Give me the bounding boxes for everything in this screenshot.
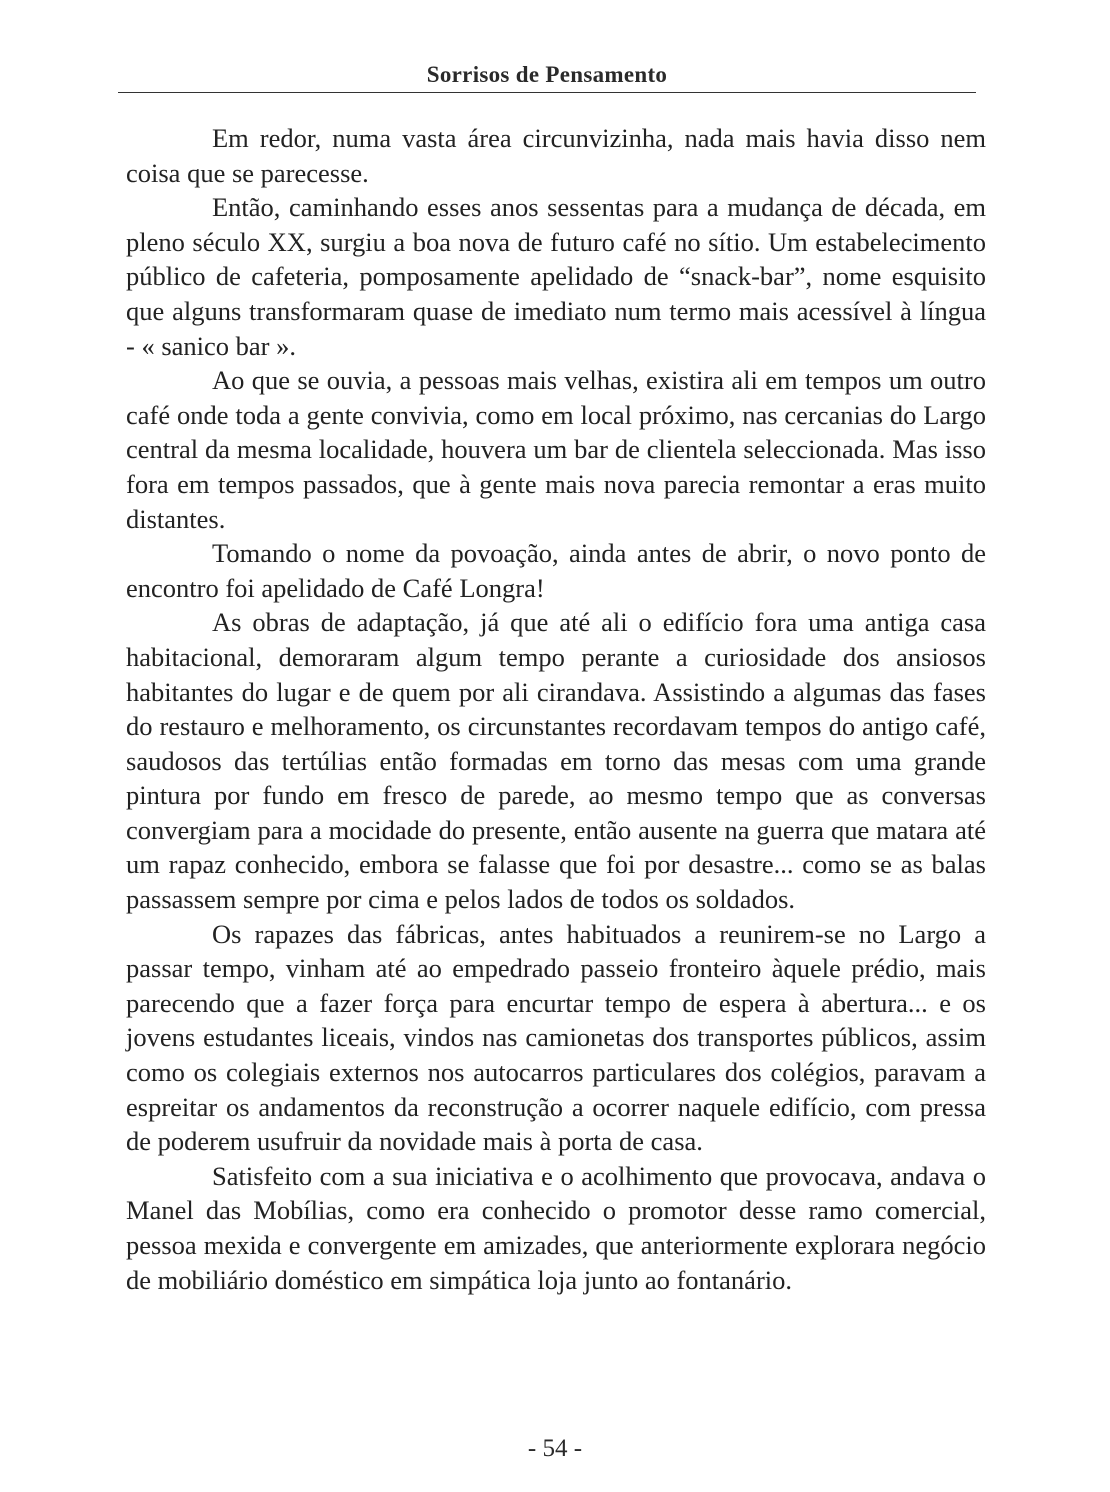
paragraph: Tomando o nome da povoação, ainda antes de abrir, o novo ponto de encontro foi apelidado de Café Longra! [126, 538, 986, 603]
paragraph: Em redor, numa vasta área circunvizinha, nada mais havia disso nem coisa que se parecesse. [126, 123, 986, 188]
paragraph: Ao que se ouvia, a pessoas mais velhas, existira ali em tempos um outro café onde toda a gente convivia, como em local próximo, nas cercanias do Largo central da mesma localidade, houvera um bar de clientela seleccionada. Mas isso fora em tempos passados, que à gente mais nova parecia remontar a eras muito distantes. [126, 365, 986, 534]
body-text [126, 121, 986, 1297]
page-number: - 54 - [527, 1435, 583, 1462]
paragraph: Satisfeito com a sua iniciativa e o acolhimento que provocava, andava o Manel das Mobílias, como era conhecido o promotor desse ramo comercial, pessoa mexida e convergente em amizades, que anteriormente explorara negócio de mobiliário doméstico em simpática loja junto ao fontanário. [126, 1160, 986, 1295]
header-rule [118, 92, 976, 93]
paragraph: As obras de adaptação, já que até ali o edifício fora uma antiga casa habitacional, demoraram algum tempo perante a curiosidade dos ansiosos habitantes do lugar e de quem por ali cirandava. Assistindo a algumas das fases do restauro e melhoramento, os circunstantes recordavam tempos do antigo café, saudosos das tertúlias então formadas em torno das mesas com uma grande pintura por fundo em fresco de parede, ao mesmo tempo que as conversas convergiam para a mocidade do presente, então ausente na guerra que matara até um rapaz conhecido, embora se falasse que foi por desastre... como se as balas passassem sempre por cima e pelos lados de todos os soldados. [126, 607, 986, 915]
paragraph: Os rapazes das fábricas, antes habituados a reunirem-se no Largo a passar tempo, vinham até ao empedrado passeio fronteiro àquele prédio, mais parecendo que a fazer força para encurtar tempo de espera à abertura... e os jovens estudantes liceais, vindos nas camionetas dos transportes públicos, assim como os colegiais externos nos autocarros particulares dos colégios, paravam a espreitar os andamentos da reconstrução a ocorrer naquele edifício, com pressa de poderem usufruir da novidade mais à porta de casa. [126, 918, 986, 1157]
paragraph: Então, caminhando esses anos sessentas para a mudança de década, em pleno século XX, surgiu a boa nova de futuro café no sítio. Um estabelecimento público de cafeteria, pomposamente apelidado de “snack-bar”, nome esquisito que alguns transformaram quase de imediato num termo mais acessível à língua - « sanico bar ». [126, 192, 986, 361]
running-header-title: Sorrisos de Pensamento [426, 62, 668, 87]
